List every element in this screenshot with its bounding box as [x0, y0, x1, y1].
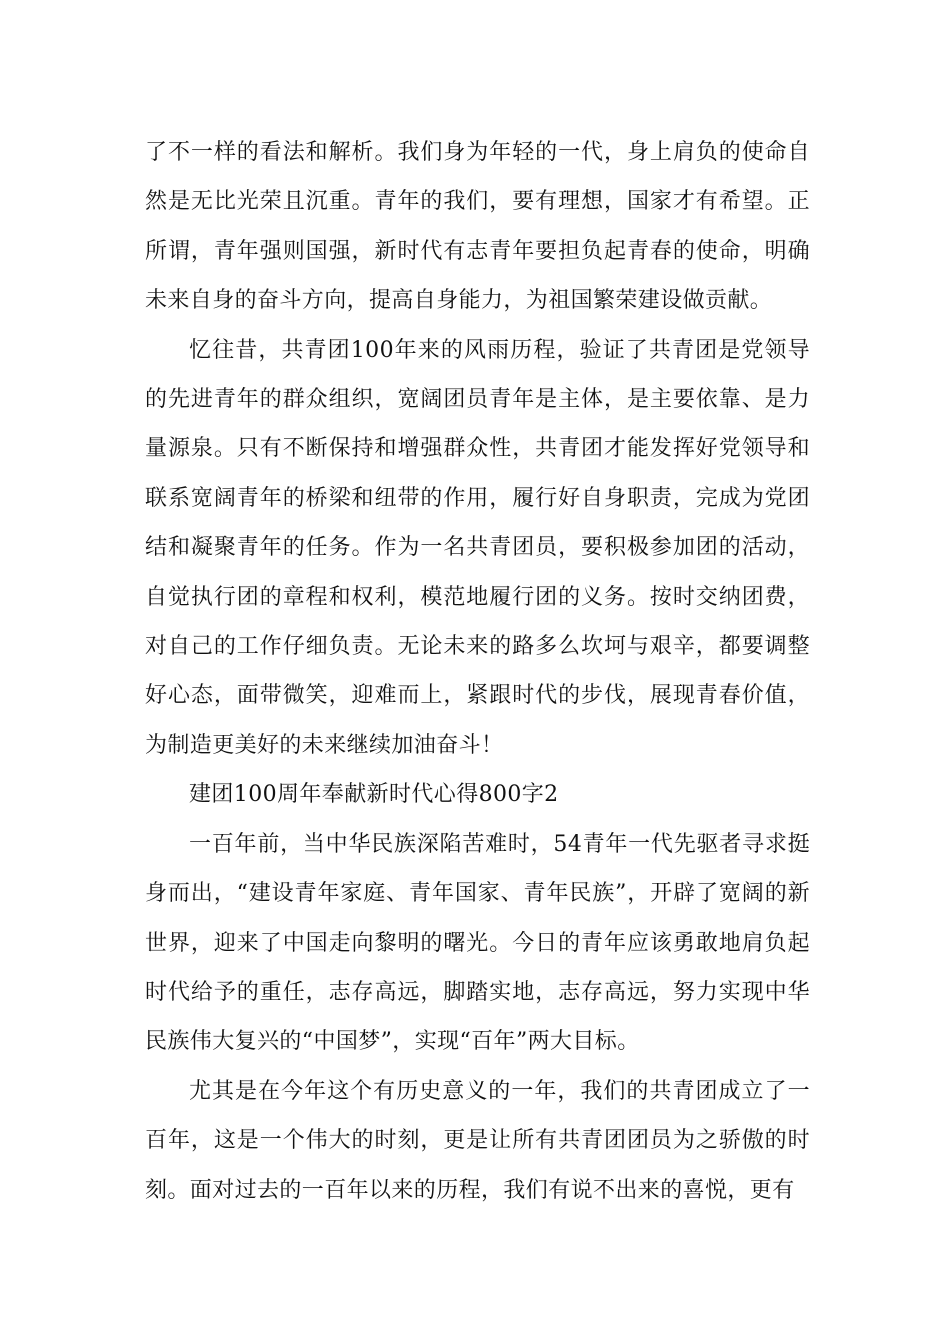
paragraph-continuation: 了不一样的看法和解析。我们身为年轻的一代，身上肩负的使命自然是无比光荣且沉重。青年的我们，要有理想，国家才有希望。正所谓，青年强则国强，新时代有志青年要担负起青春的使命，明确未来自身的奋斗方向，提高自身能力，为祖国繁荣建设做贡献。 [145, 140, 810, 314]
section-heading: 建团100周年奉献新时代心得800字2 [189, 782, 559, 808]
paragraph-recollection: 忆往昔，共青团100年来的风雨历程，验证了共青团是党领导的先进青年的群众组织，宽阔团员青年是主体，是主要依靠、是力量源泉。只有不断保持和增强群众性，共青团才能发挥好党领导和联系宽阔青年的桥梁和纽带的作用，履行好自身职责，完成为党团结和凝聚青年的任务。作为一名共青团员，要积极参加团的活动，自觉执行团的章程和权利，模范地履行团的义务。按时交纳团费，对自己的工作仔细负责。无论未来的路多么坎坷与艰辛，都要调整好心态，面带微笑，迎难而上，紧跟时代的步伐，展现青春价值，为制造更美好的未来继续加油奋斗！ [145, 337, 810, 758]
paragraph-centennial: 尤其是在今年这个有历史意义的一年，我们的共青团成立了一百年，这是一个伟大的时刻，更是让所有共青团团员为之骄傲的时刻。面对过去的一百年以来的历程，我们有说不出来的喜悦，更有 [145, 1078, 810, 1203]
document-body [145, 128, 810, 1215]
paragraph-history: 一百年前，当中华民族深陷苦难时，54青年一代先驱者寻求挺身而出，“建设青年家庭、青年国家、青年民族”，开辟了宽阔的新世界，迎来了中国走向黎明的曙光。今日的青年应该勇敢地肩负起时代给予的重任，志存高远，脚踏实地，志存高远，努力实现中华民族伟大复兴的“中国梦”，实现“百年”两大目标。 [145, 831, 810, 1055]
